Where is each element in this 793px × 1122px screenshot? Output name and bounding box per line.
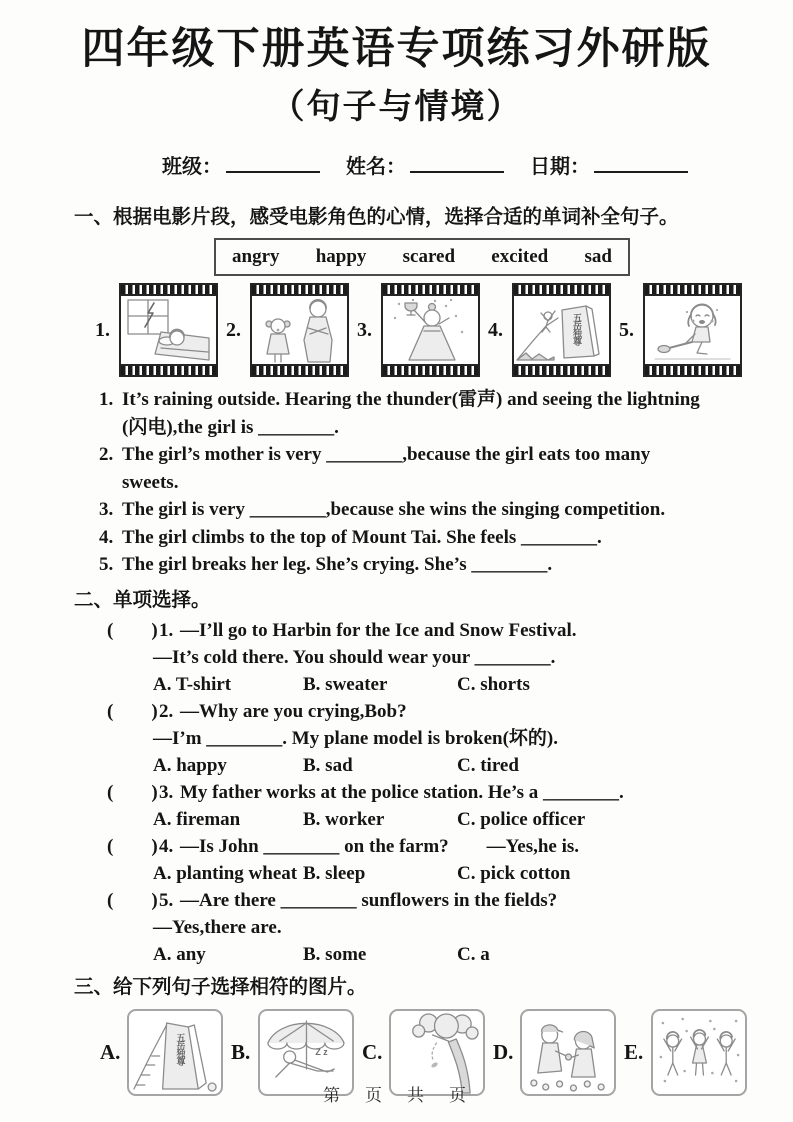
- question-line: [107, 887, 775, 914]
- question-number: 1.: [159, 619, 174, 641]
- film-number: 5.: [619, 318, 634, 341]
- question-number: 4.: [159, 835, 174, 857]
- option-c: C. police officer: [457, 808, 586, 830]
- question-number: 2.: [159, 700, 174, 722]
- sentence-number: 5.: [99, 554, 114, 575]
- name-blank: [410, 152, 504, 173]
- question-line: —I’m ________. My plane model is broken(坏的).: [153, 727, 558, 749]
- film-sprockets: [383, 285, 478, 294]
- girl-crying-broken-leg-icon: [645, 296, 740, 364]
- film-cell-5: [619, 283, 742, 377]
- mc-question-3: [107, 779, 775, 833]
- options-row: [153, 806, 775, 833]
- question-line: —Yes,there are.: [153, 916, 282, 938]
- answer-bracket: ( ): [107, 835, 158, 857]
- sentence-line: sweets.: [122, 471, 179, 493]
- sentence-line: [99, 524, 761, 552]
- class-label: 班级：: [162, 156, 222, 178]
- question-line: [107, 698, 775, 725]
- options-row: [153, 941, 775, 968]
- options-row: [153, 671, 775, 698]
- word-bank-word: happy: [315, 246, 367, 267]
- sentence-line: [99, 496, 761, 524]
- name-label: 姓名：: [346, 156, 406, 178]
- section3-heading: 三、给下列句子选择相符的图片。: [74, 975, 367, 998]
- question-text: —I’ll go to Harbin for the Ice and Snow Festival.: [180, 619, 577, 641]
- film-frame: [250, 283, 349, 377]
- option-b: B. worker: [303, 808, 385, 830]
- section1-heading: 一、根据电影片段，感受电影角色的心情，选择合适的单词补全句子。: [74, 206, 679, 228]
- sentence-line: [99, 441, 761, 469]
- picture-label: B.: [231, 1039, 251, 1064]
- option-c: C. shorts: [457, 673, 530, 695]
- option-b: B. sweater: [303, 673, 388, 695]
- word-bank-box: [214, 238, 630, 276]
- option-c: C. pick cotton: [457, 862, 571, 884]
- section2-heading: 二、单项选择。: [74, 588, 211, 611]
- film-cell-4: [488, 283, 611, 377]
- question-text: —Are there ________ sunflowers in the fields?: [180, 889, 558, 911]
- film-number: 2.: [226, 318, 241, 341]
- word-bank-word: sad: [584, 246, 612, 267]
- question-line: —It’s cold there. You should wear your ________.: [153, 646, 556, 668]
- option-a: A. fireman: [153, 808, 241, 830]
- sentence-text: It’s raining outside. Hearing the thunder(雷声) and seeing the lightning: [122, 389, 700, 410]
- picture-label: E.: [624, 1039, 644, 1064]
- film-sprockets: [121, 366, 216, 375]
- snore-text: Z z: [315, 1046, 328, 1057]
- film-frame: [381, 283, 480, 377]
- mc-question-2: [107, 698, 775, 779]
- sentence-number: 2.: [99, 444, 114, 465]
- page-subtitle: （句子与情境）: [270, 88, 523, 126]
- stone-inscription: 五岳独尊: [572, 313, 582, 345]
- sentence-text: The girl breaks her leg. She’s crying. She’s ________.: [122, 554, 553, 575]
- word-bank-word: scared: [402, 246, 456, 267]
- film-sprockets: [514, 366, 609, 375]
- film-cell-1: [95, 283, 218, 377]
- picture-label: A.: [100, 1039, 121, 1064]
- sentence-text: The girl climbs to the top of Mount Tai. She feels ________.: [122, 526, 602, 548]
- option-a: A. any: [153, 943, 206, 965]
- question-number: 3.: [159, 781, 174, 803]
- film-sprockets: [121, 285, 216, 294]
- question-line: [107, 617, 775, 644]
- option-b: B. sad: [303, 754, 353, 776]
- word-bank-word: excited: [491, 246, 549, 267]
- page-title: 四年级下册英语专项练习外研版: [81, 25, 712, 73]
- film-cell-3: [357, 283, 480, 377]
- sentence-number: 1.: [99, 389, 114, 410]
- class-blank: [226, 152, 320, 173]
- sentence-number: 3.: [99, 499, 114, 520]
- sentence-line: [99, 551, 761, 579]
- option-b: B. sleep: [303, 862, 366, 884]
- date-label: 日期：: [530, 156, 590, 178]
- option-a: A. planting wheat: [153, 862, 298, 884]
- sentence-line: (闪电),the girl is ________.: [122, 416, 339, 438]
- option-c: C. a: [457, 943, 490, 965]
- question-line: [107, 833, 775, 860]
- picture-label: D.: [493, 1039, 514, 1064]
- options-row: [153, 860, 775, 887]
- film-cell-2: [226, 283, 349, 377]
- film-number: 1.: [95, 318, 110, 341]
- film-sprockets: [383, 366, 478, 375]
- girl-with-trophy-icon: [383, 296, 478, 364]
- film-sprockets: [645, 366, 740, 375]
- film-frame: [643, 283, 742, 377]
- section1-sentences: [99, 386, 761, 579]
- mc-question-4: [107, 833, 775, 887]
- sentence-number: 4.: [99, 526, 114, 548]
- option-a: A. T-shirt: [153, 673, 232, 695]
- word-bank-word: angry: [232, 246, 280, 267]
- section2-questions: [107, 617, 775, 968]
- picture-label: C.: [362, 1039, 383, 1064]
- film-sprockets: [645, 285, 740, 294]
- header-fields: [162, 152, 793, 180]
- page-footer: 第 页 共 页: [323, 1086, 470, 1105]
- question-number: 5.: [159, 889, 174, 911]
- option-c: C. tired: [457, 754, 519, 776]
- answer-bracket: ( ): [107, 619, 158, 641]
- stone-inscription: 五岳独尊: [175, 1032, 186, 1065]
- mc-question-5: [107, 887, 775, 968]
- film-sprockets: [252, 285, 347, 294]
- sentence-text: The girl is very ________,because she wins the singing competition.: [122, 499, 666, 520]
- film-number: 4.: [488, 318, 503, 341]
- film-frame: [512, 283, 611, 377]
- answer-bracket: ( ): [107, 889, 158, 911]
- girl-scared-by-lightning-icon: [121, 296, 216, 364]
- film-number: 3.: [357, 318, 372, 341]
- film-sprockets: [514, 285, 609, 294]
- answer-bracket: ( ): [107, 781, 158, 803]
- date-blank: [594, 152, 688, 173]
- options-row: [153, 752, 775, 779]
- question-text: —Why are you crying,Bob?: [180, 700, 407, 722]
- mc-question-1: [107, 617, 775, 698]
- film-sprockets: [252, 366, 347, 375]
- film-frame: [119, 283, 218, 377]
- option-b: B. some: [303, 943, 367, 965]
- mother-and-girl-eating-sweets-icon: [252, 296, 347, 364]
- sentence-text: The girl’s mother is very ________,because the girl eats too many: [122, 444, 651, 465]
- option-a: A. happy: [153, 754, 227, 776]
- sentence-line: [99, 386, 761, 414]
- question-text: —Is John ________ on the farm? —Yes,he is.: [180, 835, 580, 857]
- question-text: My father works at the police station. He’s a ________.: [180, 781, 624, 803]
- girl-on-mount-tai-icon: [514, 296, 609, 364]
- answer-bracket: ( ): [107, 700, 158, 722]
- question-line: [107, 779, 775, 806]
- film-strip-row: [95, 283, 793, 377]
